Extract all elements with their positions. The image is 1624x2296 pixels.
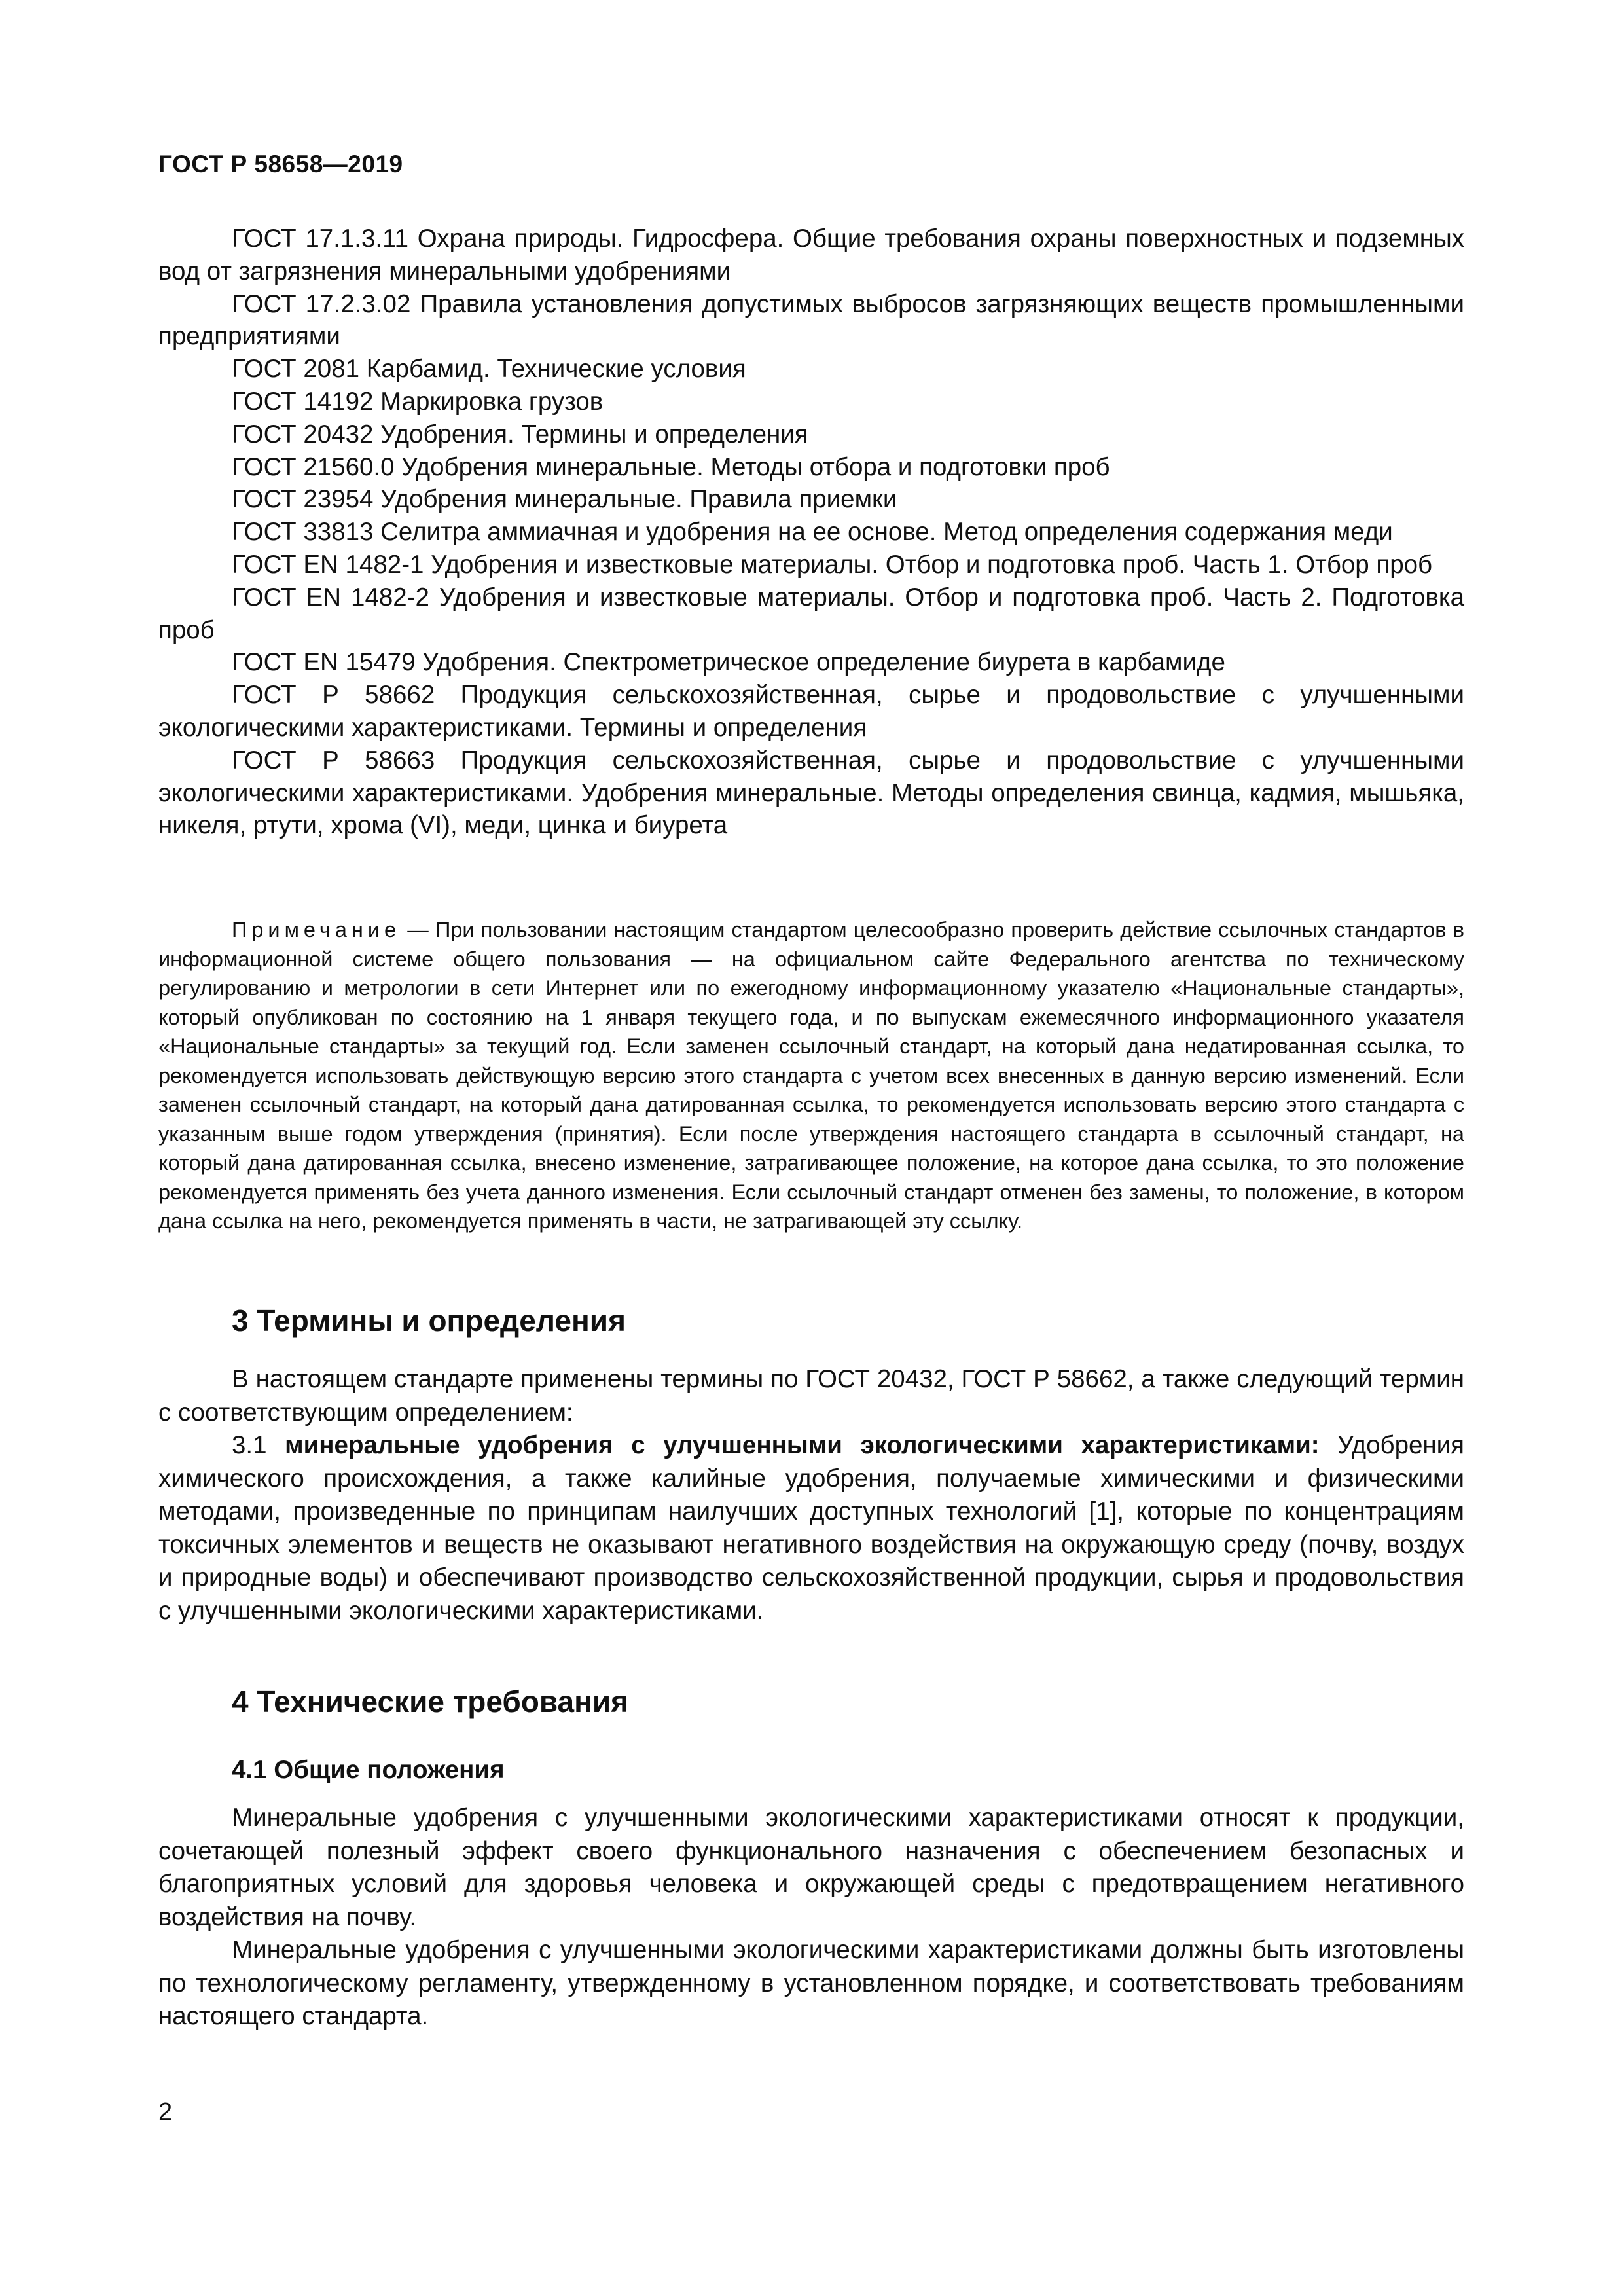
note-block: [158, 915, 1464, 1236]
reference-item: ГОСТ 14192 Маркировка грузов: [232, 387, 604, 416]
note-text: — При пользовании настоящим стандартом целесообразно проверить действие ссылочных стандартов в информационной системе общего пользования — на официальном сайте Федерального агентства по техническому регулированию и метрологии в сети Интернет или по ежегодному информационному указателю «Национальные стандарты», который опубликован по состоянию на 1 января текущего года, и по выпускам ежемесячного информационного указателя «Национальные стандарты» за текущий год. Если заменен ссылочный стандарт, на который дана недатированная ссылка, то рекомендуется использовать действующую версию этого стандарта с учетом всех внесенных в данную версию изменений. Если заменен ссылочный стандарт, на который дана датированная ссылка, то рекомендуется использовать версию этого стандарта с указанным выше годом утверждения (принятия). Если после утверждения настоящего стандарта в ссылочный стандарт, на который дана датированная ссылка, внесено изменение, затрагивающее положение, на которое дана ссылка, то это положение рекомендуется применять без учета данного изменения. Если ссылочный стандарт отменен без замены, то положение, в котором дана ссылка на него, рекомендуется применять в части, не затрагивающей эту ссылку.: [158, 918, 1464, 1233]
section-3-intro: В настоящем стандарте применены термины по ГОСТ 20432, ГОСТ Р 58662, а также следующий термин с соответствующим определением:: [158, 1365, 1464, 1427]
term-name: минеральные удобрения с улучшенными экологическими характеристиками:: [285, 1431, 1320, 1459]
reference-item: ГОСТ Р 58662 Продукция сельскохозяйственная, сырье и продовольствие с улучшенными экологическими характеристиками. Термины и определения: [158, 681, 1464, 742]
document-page: [158, 0, 1464, 2296]
reference-item: ГОСТ 23954 Удобрения минеральные. Правила приемки: [232, 485, 897, 514]
section-4-paragraph: Минеральные удобрения с улучшенными экологическими характеристиками должны быть изготовлены по технологическому регламенту, утвержденному в установленном порядке, и соответствовать требованиям настоящего стандарта.: [158, 1936, 1464, 2030]
reference-item: ГОСТ 17.2.3.02 Правила установления допустимых выбросов загрязняющих веществ промышленными предприятиями: [158, 289, 1464, 351]
reference-item: ГОСТ 17.1.3.11 Охрана природы. Гидросфера. Общие требования охраны поверхностных и подземных вод от загрязнения минеральными удобрениями: [158, 225, 1464, 285]
reference-item: ГОСТ EN 1482-2 Удобрения и известковые материалы. Отбор и подготовка проб. Часть 2. Подготовка проб: [158, 583, 1464, 644]
reference-item: ГОСТ 2081 Карбамид. Технические условия: [232, 355, 746, 384]
term-text: Удобрения химического происхождения, а также калийные удобрения, получаемые химическими и физическими методами, произведенные по принципам наилучших доступных технологий [1], которые по концентрациям токсичных элементов и веществ не оказывают негативного воздействия на окружающую среду (почву, воздух и природные воды) и обеспечивают производство сельскохозяйственной продукции, сырья и продовольствия с улучшенными экологическими характеристиками.: [158, 1431, 1465, 1625]
note-paragraph: [158, 915, 1464, 1236]
section-3-heading: 3 Термины и определения: [232, 1303, 626, 1338]
reference-item: ГОСТ Р 58663 Продукция сельскохозяйственная, сырье и продовольствие с улучшенными экологическими характеристиками. Удобрения минеральные. Методы определения свинца, кадмия, мышьяка, никеля, ртути, хрома (VI), меди, цинка и биурета: [158, 746, 1464, 840]
term-number: 3.1: [232, 1431, 267, 1459]
page-number: 2: [158, 2098, 173, 2126]
normative-references-list: [158, 223, 1464, 842]
subsection-4-1-heading: 4.1 Общие положения: [232, 1756, 505, 1784]
section-4-heading: 4 Технические требования: [232, 1685, 628, 1719]
section-4-body: [158, 1802, 1464, 2033]
reference-item: ГОСТ EN 1482-1 Удобрения и известковые материалы. Отбор и подготовка проб. Часть 1. Отбор проб: [232, 550, 1433, 579]
reference-item: ГОСТ 33813 Селитра аммиачная и удобрения на ее основе. Метод определения содержания меди: [232, 518, 1393, 547]
section-3-body: [158, 1363, 1464, 1628]
document-header: ГОСТ Р 58658—2019: [158, 151, 403, 177]
note-label: Примечание: [232, 918, 401, 941]
section-4-paragraph: Минеральные удобрения с улучшенными экологическими характеристиками относят к продукции, сочетающей полезный эффект своего функционального назначения с обеспечением безопасных и благоприятных условий для здоровья человека и окружающей среды с предотвращением негативного воздействия на почву.: [158, 1804, 1464, 1931]
reference-item: ГОСТ 20432 Удобрения. Термины и определения: [232, 420, 808, 448]
reference-item: ГОСТ 21560.0 Удобрения минеральные. Методы отбора и подготовки проб: [232, 452, 1110, 481]
reference-item: ГОСТ EN 15479 Удобрения. Спектрометрическое определение биурета в карбамиде: [232, 648, 1225, 677]
term-definition: [158, 1429, 1464, 1628]
